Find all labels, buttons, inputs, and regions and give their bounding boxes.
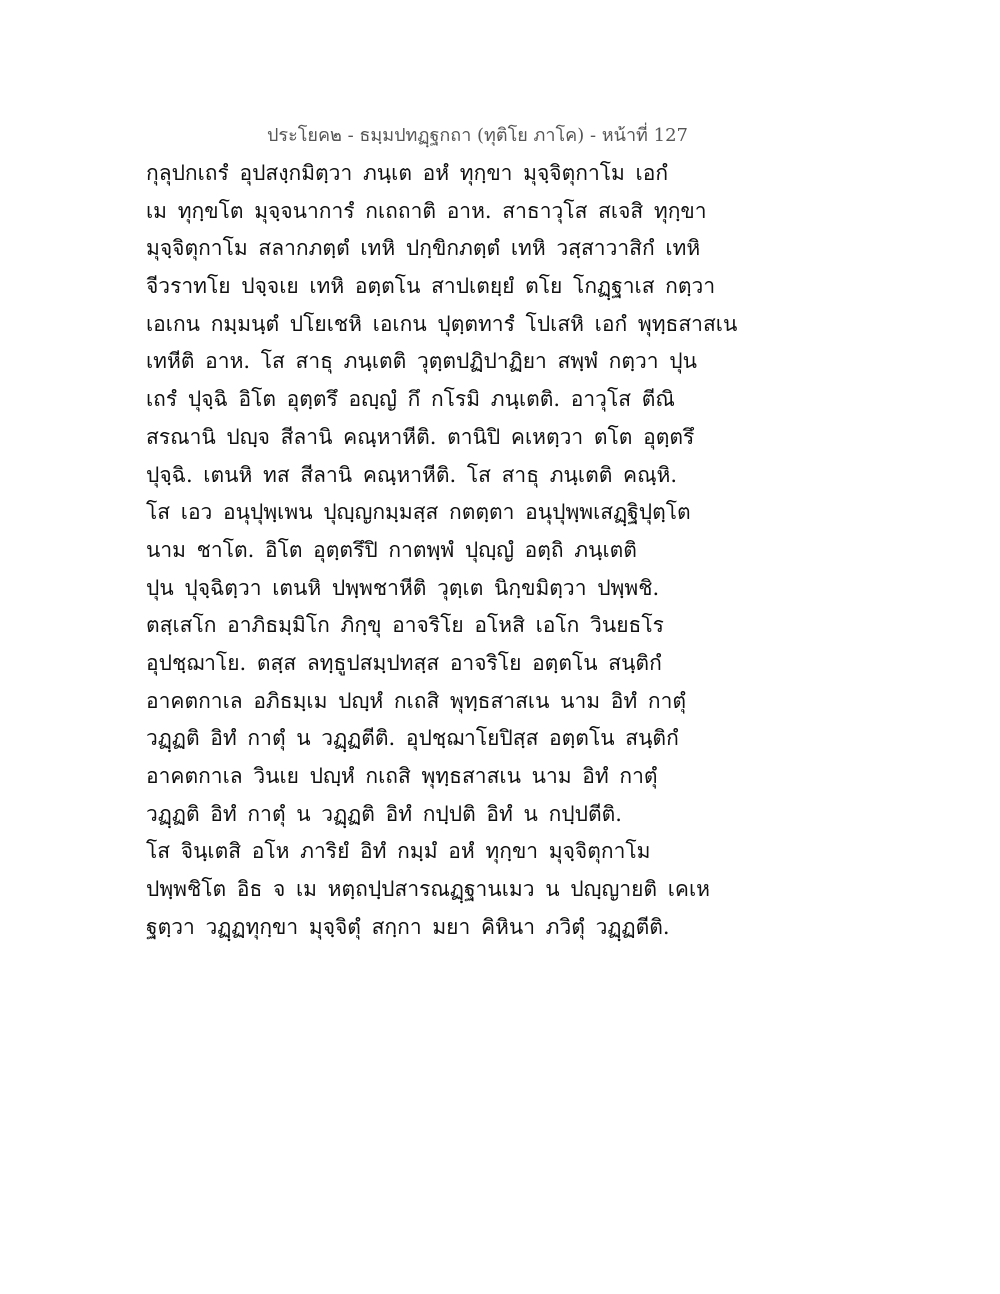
body-text: [146, 155, 866, 946]
text-line: เอเกน กมฺมนฺตํ ปโยเชหิ เอเกน ปุตฺตทารํ โปเสหิ เอกํ พุทฺธสาสเน: [146, 311, 738, 336]
text-line: ตสฺเสโก อาภิธมฺมิโก ภิกฺขุ อาจริโย อโหสิ เอโก วินยธโร: [146, 613, 664, 638]
text-line: เม ทุกฺขโต มุจฺจนาการํ กเถถาติ อาห. สาธาวุโส สเจสิ ทุกฺขา: [146, 198, 707, 223]
text-line: เถรํ ปุจฺฉิ อิโต อุตฺตรึ อญฺญํ กึ กโรมิ ภนฺเตติ. อาวุโส ตีณิ: [146, 387, 675, 412]
text-line: เทหีติ อาห. โส สาธุ ภนฺเตติ วุตฺตปฏิปาฏิยา สพฺพํ กตฺวา ปุน: [146, 349, 697, 374]
running-header: ประโยค๒ - ธมฺมปทฏฺฐกถา (ทุติโย ภาโค) - หน้าที่ 127: [266, 125, 688, 146]
text-line: วฏฺฏติ อิทํ กาตุํ น วฏฺฏติ อิทํ กปฺปติ อิทํ น กปฺปตีติ.: [146, 801, 622, 826]
text-line: อาคตกาเล อภิธมฺเม ปญฺหํ กเถสิ พุทฺธสาสเน นาม อิทํ กาตุํ: [146, 688, 687, 713]
text-line: อาคตกาเล วินเย ปญฺหํ กเถสิ พุทฺธสาสเน นาม อิทํ กาตุํ: [146, 764, 658, 788]
text-line: มุจฺจิตุกาโม สลากภตฺตํ เทหิ ปกฺขิกภตฺตํ เทหิ วสฺสาวาสิกํ เทหิ: [146, 236, 701, 261]
text-line: โส เอว อนุปุพฺเพน ปุญฺญกมฺมสฺส กตตฺตา อนุปุพฺพเสฏฺฐิปุตฺโต: [146, 500, 691, 525]
text-line: นาม ชาโต. อิโต อุตฺตรึปิ กาตพฺพํ ปุญฺญํ อตฺถิ ภนฺเตติ: [146, 537, 637, 562]
text-line: ปุจฺฉิ. เตนหิ ทส สีลานิ คณฺหาหีติ. โส สาธุ ภนฺเตติ คณฺหิ.: [146, 462, 678, 487]
text-line: อุปชฺฌาโย. ตสฺส ลทฺธูปสมฺปทสฺส อาจริโย อตฺตโน สนฺติกํ: [146, 650, 662, 675]
text-line: ฐตฺวา วฏฺฏทุกฺขา มุจฺจิตุํ สกฺกา มยา คิหินา ภวิตุํ วฏฺฏตีติ.: [146, 914, 670, 939]
text-line: โส จินฺเตสิ อโห ภาริยํ อิทํ กมฺมํ อหํ ทุกฺขา มุจฺจิตุกาโม: [146, 839, 651, 864]
text-line: จีวราทโย ปจฺจเย เทหิ อตฺตโน สาปเตยฺยํ ตโย โกฏฺฐาเส กตฺวา: [146, 274, 716, 299]
text-line: สรณานิ ปญฺจ สีลานิ คณฺหาหีติ. ตานิปิ คเหตฺวา ตโต อุตฺตรึ: [146, 424, 695, 449]
text-line: ปพฺพชิโต อิธ จ เม หตฺถปฺปสารณฏฺฐานเมว น ปญฺญายติ เคเห: [146, 877, 710, 902]
text-line: กุลุปกเถรํ อุปสงฺกมิตฺวา ภนฺเต อหํ ทุกฺขา มุจฺจิตุกาโม เอกํ: [146, 161, 669, 185]
text-line: ปุน ปุจฺฉิตฺวา เตนหิ ปพฺพชาหีติ วุตฺเต นิกฺขมิตฺวา ปพฺพชิ.: [146, 575, 660, 600]
text-line: วฏฺฏติ อิทํ กาตุํ น วฏฺฏตีติ. อุปชฺฌาโยปิสฺส อตฺตโน สนฺติกํ: [146, 726, 679, 751]
